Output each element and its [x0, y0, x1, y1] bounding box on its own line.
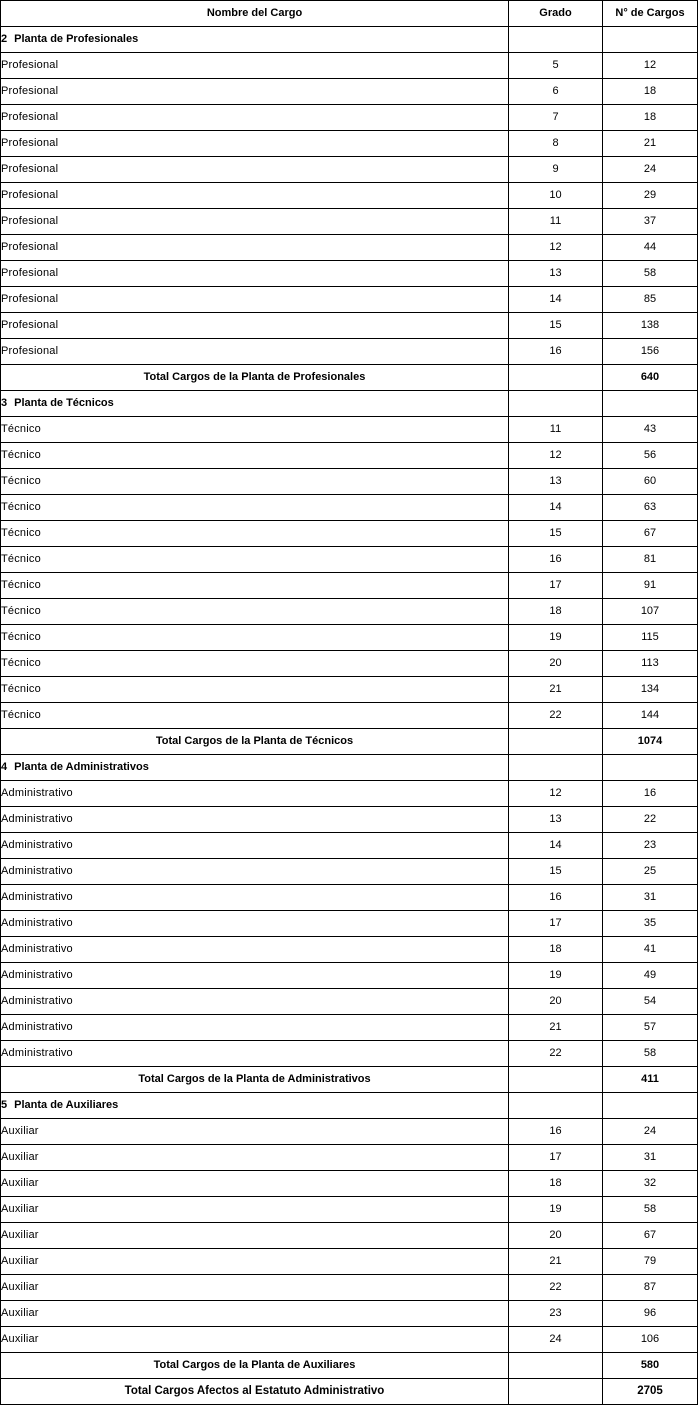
cargo-name: Administrativo	[1, 781, 509, 807]
cargo-name: Administrativo	[1, 989, 509, 1015]
table-row	[1, 547, 698, 573]
cargo-grade: 11	[509, 209, 603, 235]
cargo-name: Técnico	[1, 677, 509, 703]
table-row	[1, 599, 698, 625]
cargo-grade: 16	[509, 885, 603, 911]
cargo-count: 60	[603, 469, 698, 495]
cargo-grade: 23	[509, 1301, 603, 1327]
section-title-cell	[1, 1093, 509, 1119]
cargo-name: Técnico	[1, 625, 509, 651]
cargo-count: 31	[603, 885, 698, 911]
table-header	[1, 1, 698, 27]
section-total-label: Total Cargos de la Planta de Auxiliares	[1, 1353, 509, 1379]
table-row	[1, 287, 698, 313]
cargo-count: 25	[603, 859, 698, 885]
cargo-grade: 18	[509, 599, 603, 625]
table-row	[1, 911, 698, 937]
cargo-count: 24	[603, 157, 698, 183]
cargo-count: 31	[603, 1145, 698, 1171]
cargo-count: 81	[603, 547, 698, 573]
section-total-grade-blank	[509, 1353, 603, 1379]
cargo-grade: 20	[509, 1223, 603, 1249]
cargo-count: 58	[603, 1197, 698, 1223]
cargo-grade: 11	[509, 417, 603, 443]
cargo-name: Administrativo	[1, 1041, 509, 1067]
table-row	[1, 781, 698, 807]
table-row	[1, 417, 698, 443]
cargo-name: Técnico	[1, 599, 509, 625]
cargo-grade: 14	[509, 833, 603, 859]
cargo-grade: 22	[509, 1041, 603, 1067]
cargo-count: 21	[603, 131, 698, 157]
table-row	[1, 1145, 698, 1171]
section-total-row	[1, 1067, 698, 1093]
cargo-name: Auxiliar	[1, 1145, 509, 1171]
section-title: Planta de Administrativos	[14, 761, 149, 773]
table-row	[1, 1015, 698, 1041]
cargo-count: 54	[603, 989, 698, 1015]
cargo-grade: 9	[509, 157, 603, 183]
cargo-grade: 22	[509, 1275, 603, 1301]
cargo-count: 85	[603, 287, 698, 313]
table-row	[1, 209, 698, 235]
table-row	[1, 625, 698, 651]
cargo-count: 18	[603, 105, 698, 131]
table-row	[1, 1249, 698, 1275]
cargo-grade: 19	[509, 625, 603, 651]
section-total-row	[1, 365, 698, 391]
cargo-count: 44	[603, 235, 698, 261]
table-row	[1, 235, 698, 261]
section-title: Planta de Auxiliares	[14, 1099, 119, 1111]
table-row	[1, 105, 698, 131]
section-count-blank	[603, 27, 698, 53]
section-header-row	[1, 391, 698, 417]
cargo-name: Profesional	[1, 53, 509, 79]
cargo-count: 29	[603, 183, 698, 209]
cargo-name: Auxiliar	[1, 1223, 509, 1249]
table-row	[1, 157, 698, 183]
cargo-name: Administrativo	[1, 937, 509, 963]
cargo-grade: 13	[509, 807, 603, 833]
cargo-grade: 15	[509, 859, 603, 885]
cargo-count: 57	[603, 1015, 698, 1041]
cargo-grade: 8	[509, 131, 603, 157]
cargo-name: Profesional	[1, 261, 509, 287]
cargo-name: Auxiliar	[1, 1119, 509, 1145]
cargo-count: 63	[603, 495, 698, 521]
table-row	[1, 937, 698, 963]
section-total-label: Total Cargos de la Planta de Técnicos	[1, 729, 509, 755]
section-count-blank	[603, 391, 698, 417]
section-total-value: 1074	[603, 729, 698, 755]
cargo-name: Técnico	[1, 417, 509, 443]
section-title: Planta de Técnicos	[14, 397, 114, 409]
cargo-count: 58	[603, 1041, 698, 1067]
cargo-count: 35	[603, 911, 698, 937]
cargo-count: 43	[603, 417, 698, 443]
cargo-count: 91	[603, 573, 698, 599]
section-count-blank	[603, 1093, 698, 1119]
section-total-value: 580	[603, 1353, 698, 1379]
cargo-name: Auxiliar	[1, 1171, 509, 1197]
cargo-name: Auxiliar	[1, 1249, 509, 1275]
grand-total-value: 2705	[603, 1379, 698, 1405]
section-total-label: Total Cargos de la Planta de Profesionales	[1, 365, 509, 391]
cargo-grade: 12	[509, 235, 603, 261]
cargo-name: Auxiliar	[1, 1275, 509, 1301]
table-row	[1, 131, 698, 157]
cargo-name: Profesional	[1, 209, 509, 235]
cargo-name: Técnico	[1, 469, 509, 495]
cargo-grade: 14	[509, 495, 603, 521]
section-header-row	[1, 1093, 698, 1119]
cargo-grade: 15	[509, 521, 603, 547]
table-row	[1, 1041, 698, 1067]
table-row	[1, 79, 698, 105]
cargo-count: 134	[603, 677, 698, 703]
cargo-grade: 21	[509, 677, 603, 703]
table-row	[1, 989, 698, 1015]
section-number: 2	[1, 33, 8, 45]
cargo-grade: 20	[509, 989, 603, 1015]
cargo-count: 113	[603, 651, 698, 677]
cargo-grade: 18	[509, 937, 603, 963]
cargo-count: 56	[603, 443, 698, 469]
section-grade-blank	[509, 27, 603, 53]
table-row	[1, 1197, 698, 1223]
table-row	[1, 1327, 698, 1353]
cargo-name: Profesional	[1, 79, 509, 105]
table-row	[1, 833, 698, 859]
table-row	[1, 339, 698, 365]
table-row	[1, 677, 698, 703]
cargo-name: Profesional	[1, 183, 509, 209]
table-row	[1, 807, 698, 833]
cargo-grade: 14	[509, 287, 603, 313]
cargo-name: Auxiliar	[1, 1301, 509, 1327]
cargo-grade: 15	[509, 313, 603, 339]
section-grade-blank	[509, 1093, 603, 1119]
table-row	[1, 495, 698, 521]
table-row	[1, 1171, 698, 1197]
section-total-grade-blank	[509, 729, 603, 755]
cargo-count: 12	[603, 53, 698, 79]
cargo-name: Técnico	[1, 443, 509, 469]
cargo-name: Profesional	[1, 105, 509, 131]
section-title: Planta de Profesionales	[14, 33, 139, 45]
cargo-count: 41	[603, 937, 698, 963]
cargo-name: Técnico	[1, 651, 509, 677]
cargo-count: 22	[603, 807, 698, 833]
section-total-row	[1, 729, 698, 755]
cargo-count: 87	[603, 1275, 698, 1301]
cargo-name: Administrativo	[1, 885, 509, 911]
cargo-grade: 18	[509, 1171, 603, 1197]
section-grade-blank	[509, 391, 603, 417]
table-row	[1, 963, 698, 989]
section-total-row	[1, 1353, 698, 1379]
section-title-cell	[1, 755, 509, 781]
cargo-name: Profesional	[1, 313, 509, 339]
table-row	[1, 651, 698, 677]
table-row	[1, 1275, 698, 1301]
table-row	[1, 573, 698, 599]
cargo-grade: 17	[509, 573, 603, 599]
cargo-grade: 19	[509, 1197, 603, 1223]
cargo-name: Administrativo	[1, 911, 509, 937]
cargo-name: Administrativo	[1, 859, 509, 885]
cargo-count: 67	[603, 1223, 698, 1249]
cargo-count: 115	[603, 625, 698, 651]
cargo-name: Administrativo	[1, 963, 509, 989]
cargo-grade: 7	[509, 105, 603, 131]
cargo-grade: 21	[509, 1015, 603, 1041]
cargo-grade: 16	[509, 547, 603, 573]
grand-total-label: Total Cargos Afectos al Estatuto Administrativo	[1, 1379, 509, 1405]
cargo-grade: 6	[509, 79, 603, 105]
cargo-name: Técnico	[1, 495, 509, 521]
section-title-cell	[1, 27, 509, 53]
cargo-name: Profesional	[1, 157, 509, 183]
table-row	[1, 703, 698, 729]
section-number: 4	[1, 761, 8, 773]
cargo-count: 49	[603, 963, 698, 989]
section-total-label: Total Cargos de la Planta de Administrativos	[1, 1067, 509, 1093]
cargo-grade: 16	[509, 1119, 603, 1145]
cargo-count: 23	[603, 833, 698, 859]
cargo-name: Auxiliar	[1, 1197, 509, 1223]
cargo-name: Técnico	[1, 521, 509, 547]
section-number: 5	[1, 1099, 8, 1111]
cargo-name: Profesional	[1, 287, 509, 313]
cargo-grade: 10	[509, 183, 603, 209]
cargo-count: 24	[603, 1119, 698, 1145]
section-total-value: 640	[603, 365, 698, 391]
table-row	[1, 1119, 698, 1145]
cargo-count: 138	[603, 313, 698, 339]
section-number: 3	[1, 397, 8, 409]
table-row	[1, 859, 698, 885]
cargo-grade: 24	[509, 1327, 603, 1353]
section-count-blank	[603, 755, 698, 781]
cargo-name: Administrativo	[1, 833, 509, 859]
cargo-name: Profesional	[1, 235, 509, 261]
cargo-count: 67	[603, 521, 698, 547]
cargo-grade: 17	[509, 1145, 603, 1171]
table-row	[1, 1223, 698, 1249]
cargo-grade: 5	[509, 53, 603, 79]
section-grade-blank	[509, 755, 603, 781]
section-total-grade-blank	[509, 1067, 603, 1093]
cargo-name: Administrativo	[1, 1015, 509, 1041]
table-row	[1, 261, 698, 287]
table-row	[1, 521, 698, 547]
cargo-count: 107	[603, 599, 698, 625]
cargo-name: Técnico	[1, 573, 509, 599]
grand-total-grade-blank	[509, 1379, 603, 1405]
column-header-name: Nombre del Cargo	[1, 1, 509, 27]
section-total-grade-blank	[509, 365, 603, 391]
cargo-grade: 20	[509, 651, 603, 677]
cargo-count: 106	[603, 1327, 698, 1353]
cargo-grade: 12	[509, 781, 603, 807]
cargo-count: 18	[603, 79, 698, 105]
table-row	[1, 443, 698, 469]
cargo-count: 156	[603, 339, 698, 365]
cargo-grade: 13	[509, 261, 603, 287]
cargo-grade: 19	[509, 963, 603, 989]
cargo-name: Profesional	[1, 131, 509, 157]
table-row	[1, 53, 698, 79]
cargo-name: Administrativo	[1, 807, 509, 833]
cargo-grade: 13	[509, 469, 603, 495]
cargo-count: 96	[603, 1301, 698, 1327]
table-body	[1, 27, 698, 1405]
cargo-count: 79	[603, 1249, 698, 1275]
table-row	[1, 183, 698, 209]
cargo-name: Auxiliar	[1, 1327, 509, 1353]
cargo-grade: 16	[509, 339, 603, 365]
column-header-count: N° de Cargos	[603, 1, 698, 27]
section-total-value: 411	[603, 1067, 698, 1093]
cargo-name: Profesional	[1, 339, 509, 365]
section-header-row	[1, 755, 698, 781]
table-row	[1, 1301, 698, 1327]
cargo-count: 16	[603, 781, 698, 807]
cargo-count: 32	[603, 1171, 698, 1197]
grand-total-row	[1, 1379, 698, 1405]
cargo-grade: 21	[509, 1249, 603, 1275]
cargo-grade: 12	[509, 443, 603, 469]
cargo-grade: 22	[509, 703, 603, 729]
header-row	[1, 1, 698, 27]
cargo-count: 144	[603, 703, 698, 729]
section-title-cell	[1, 391, 509, 417]
section-header-row	[1, 27, 698, 53]
cargo-count: 37	[603, 209, 698, 235]
cargo-grade: 17	[509, 911, 603, 937]
cargo-count: 58	[603, 261, 698, 287]
table-row	[1, 313, 698, 339]
column-header-grade: Grado	[509, 1, 603, 27]
cargo-name: Técnico	[1, 547, 509, 573]
cargo-name: Técnico	[1, 703, 509, 729]
table-row	[1, 469, 698, 495]
table-row	[1, 885, 698, 911]
